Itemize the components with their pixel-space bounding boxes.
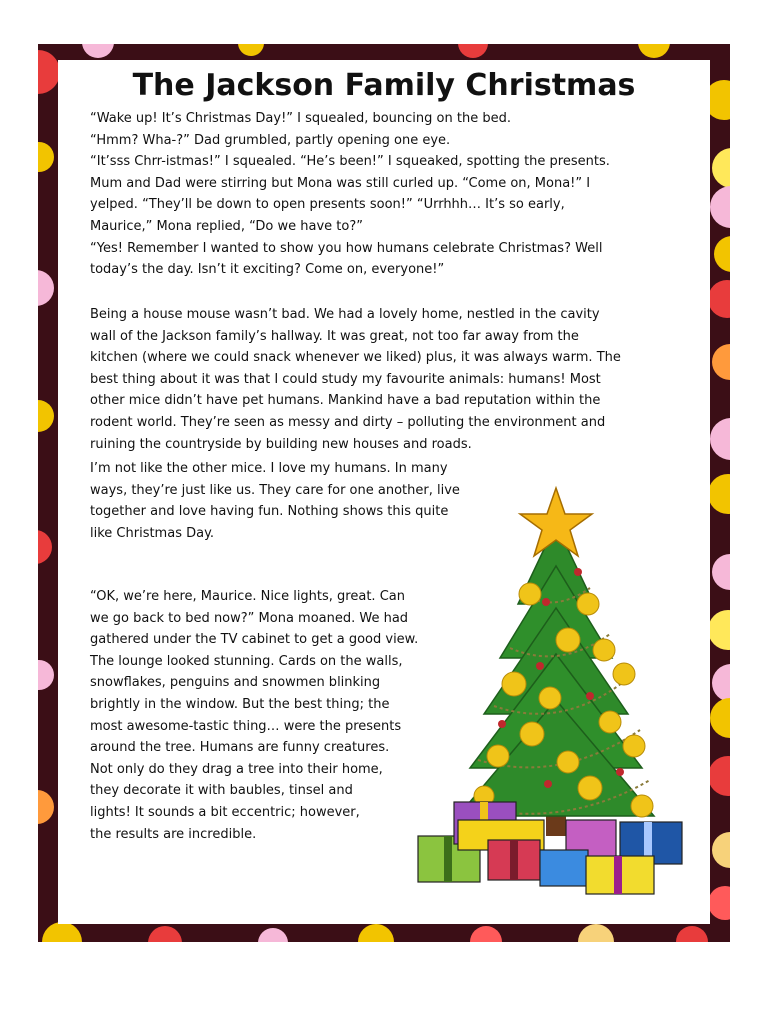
text-line: Mum and Dad were stirring but Mona was still curled up. “Come on, Mona!” I: [90, 175, 591, 191]
text-line: brightly in the window. But the best thing; the: [90, 696, 390, 712]
bokeh-light: [710, 186, 730, 228]
bokeh-light: [578, 924, 614, 942]
bokeh-light: [38, 50, 60, 94]
text-line: most awesome-tastic thing… were the presents: [90, 718, 402, 734]
text-line: Not only do they drag a tree into their home,: [90, 761, 383, 777]
text-line: “Wake up! It’s Christmas Day!” I squealed, bouncing on the bed.: [90, 111, 511, 126]
bokeh-light: [712, 664, 730, 702]
bokeh-light: [82, 44, 114, 58]
bokeh-light: [38, 530, 52, 564]
bokeh-light: [38, 660, 54, 690]
text-line: other mice didn’t have pet humans. Mankind have a bad reputation within the: [90, 393, 601, 409]
bokeh-light: [38, 790, 54, 824]
bokeh-light: [38, 270, 54, 306]
lounge-paragraph: [90, 586, 470, 845]
house-mouse-paragraph: [90, 304, 678, 455]
bokeh-light: [38, 142, 54, 172]
text-line: around the tree. Humans are funny creatures.: [90, 740, 390, 756]
bokeh-light: [258, 928, 288, 942]
bokeh-light: [708, 280, 730, 318]
text-line: “Hmm? Wha-?” Dad grumbled, partly opening one eye.: [90, 132, 451, 148]
text-line: best thing about it was that I could study my favourite animals: humans! Most: [90, 371, 601, 387]
text-line: we go back to bed now?” Mona moaned. We had: [90, 610, 409, 626]
text-line: kitchen (where we could snack whenever we liked) plus, it was always warm. The: [90, 350, 621, 366]
bokeh-light: [148, 926, 182, 942]
bokeh-light: [714, 236, 730, 272]
bokeh-light: [638, 44, 670, 58]
text-line: like Christmas Day.: [90, 525, 215, 541]
bokeh-light: [712, 148, 730, 188]
bokeh-light: [712, 832, 730, 868]
bokeh-light: [38, 400, 54, 432]
text-line: Maurice,” Mona replied, “Do we have to?”: [90, 218, 363, 234]
bokeh-light: [712, 344, 730, 380]
bokeh-light: [708, 756, 730, 796]
bokeh-light: [470, 926, 502, 942]
bokeh-light: [712, 554, 730, 590]
text-line: The lounge looked stunning. Cards on the walls,: [90, 653, 403, 669]
text-line: yelped. “They’ll be down to open presents soon!” “Urrhhh… It’s so early,: [90, 197, 565, 213]
text-line: together and love having fun. Nothing shows this quite: [90, 504, 449, 520]
text-line: ways, they’re just like us. They care for one another, live: [90, 482, 460, 498]
text-line: rodent world. They’re seen as messy and dirty – polluting the environment and: [90, 414, 606, 430]
text-line: today’s the day. Isn’t it exciting? Come on, everyone!”: [90, 262, 445, 278]
opening-dialogue-paragraph: [90, 108, 678, 281]
text-line: I’m not like the other mice. I love my humans. In many: [90, 461, 448, 476]
text-line: “Yes! Remember I wanted to show you how humans celebrate Christmas? Well: [90, 240, 603, 256]
text-line: wall of the Jackson family’s hallway. It was great, not too far away from the: [90, 328, 579, 344]
text-line: Being a house mouse wasn’t bad. We had a lovely home, nestled in the cavity: [90, 307, 600, 322]
text-line: gathered under the TV cabinet to get a good view.: [90, 632, 419, 648]
bokeh-light: [676, 926, 708, 942]
text-line: “It’sss Chrr-istmas!” I squealed. “He’s been!” I squeaked, spotting the presents.: [90, 154, 610, 170]
bokeh-light: [358, 924, 394, 942]
text-line: the results are incredible.: [90, 826, 257, 842]
story-title: The Jackson Family Christmas: [132, 68, 636, 103]
bokeh-light: [708, 610, 730, 650]
christmas-tree-illustration: [414, 484, 698, 896]
bokeh-light: [710, 698, 730, 738]
text-line: they decorate it with baubles, tinsel and: [90, 783, 353, 799]
bokeh-light: [458, 44, 488, 58]
text-line: “OK, we’re here, Maurice. Nice lights, great. Can: [90, 589, 405, 604]
bokeh-light: [42, 922, 82, 942]
bokeh-light: [710, 418, 730, 460]
bokeh-light: [238, 44, 264, 56]
bokeh-light: [708, 474, 730, 514]
bokeh-light: [708, 886, 730, 920]
text-line: snowflakes, penguins and snowmen blinking: [90, 675, 381, 691]
present-light-blue: [540, 850, 588, 886]
text-line: ruining the countryside by building new houses and roads.: [90, 436, 472, 452]
text-line: lights! It sounds a bit eccentric; however,: [90, 804, 360, 820]
